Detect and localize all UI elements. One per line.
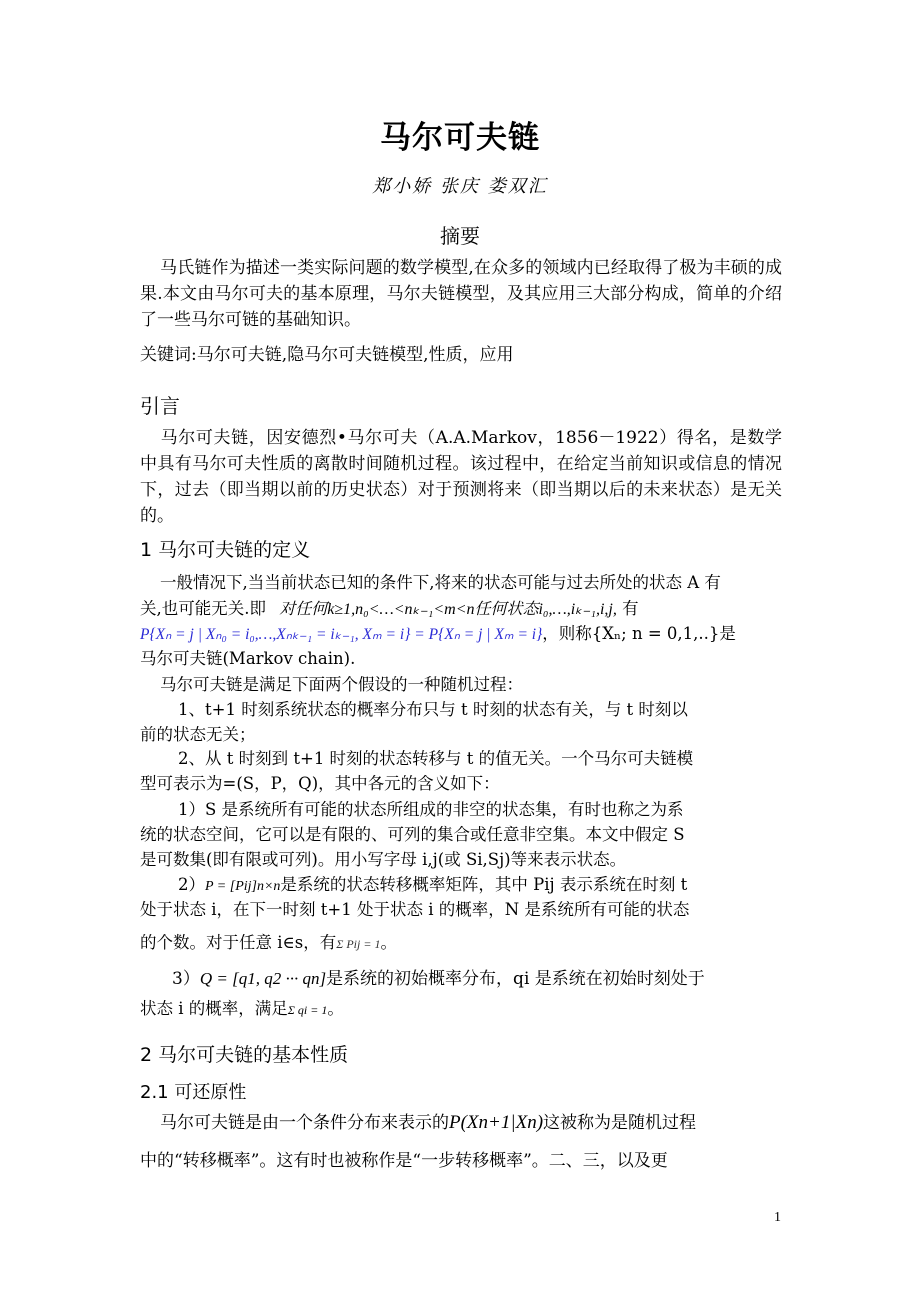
s1-line1: 一般情况下,当当前状态已知的条件下,将来的状态可能与过去所处的状态 A 有 (160, 573, 721, 592)
s1-line3 (140, 621, 736, 648)
transition-matrix-formula: P = [Pij]n×n (205, 879, 281, 894)
s1-line4: 马尔可夫链(Markov chain). (140, 649, 356, 668)
s2-line1-post: 这被称为是随机过程 (543, 1113, 697, 1133)
s1-line3-tail: ，则称{Xₙ; n = 0,1,..}是 (542, 624, 736, 643)
page-number: 1 (774, 1210, 781, 1225)
s1-line15-pre: 的个数。对于任意 i∈s，有 (140, 933, 337, 952)
abstract-heading: 摘要 (440, 224, 480, 248)
section2-heading: 2 马尔可夫链的基本性质 (140, 1044, 349, 1066)
intro-text: 马尔可夫链，因安德烈•马尔可夫（A.A.Markov，1856－1922）得名，是数学中具有马尔可夫性质的离散时间随机过程。该过程中，在给定当前知识或信息的情况下，过去（即当期以前的历史状态）对于预测将来（即当期以后的未来状态）是无关的。 (140, 428, 782, 526)
s1-line5: 马尔可夫链是满足下面两个假设的一种随机过程： (160, 675, 523, 694)
s1-line17-post: 。 (327, 999, 344, 1018)
markov-property-formula: P{Xₙ = j | Xₙ₀ = i₀,…,Xₙₖ₋₁ = iₖ₋₁, Xₘ = i} = P{Xₙ = j | Xₘ = i} (140, 626, 543, 643)
section2-1-heading: 2.1 可还原性 (140, 1082, 247, 1103)
keywords-label: 关键词 (140, 345, 191, 365)
init-sum-formula: Σ qi = 1 (287, 1003, 328, 1017)
s1-line8: 2、从 t 时刻到 t+1 时刻的状态转移与 t 的值无关。一个马尔可夫链模 (178, 749, 694, 768)
s1-line12: 是可数集(即有限或可列)。用小写字母 i,j(或 Si,Sj)等来表示状态。 (140, 850, 627, 869)
intro-paragraph (140, 425, 782, 529)
s1-line13-pre: 2） (178, 875, 205, 894)
abstract-text: 马氏链作为描述一类实际问题的数学模型,在众多的领域内已经取得了极为丰硕的成果.本文由马尔可夫的基本原理，马尔夫链模型，及其应用三大部分构成，简单的介绍了一些马尔可链的基础知识。 (140, 258, 782, 330)
s1-line17 (140, 996, 344, 1023)
row-sum-formula: Σ Pij = 1 (336, 937, 381, 951)
s1-line16-post: 是系统的初始概率分布，qi 是系统在初始时刻处于 (326, 969, 705, 989)
s1-line16 (172, 966, 705, 992)
s1-line2-have: 有 (622, 599, 639, 618)
section1-heading: 1 马尔可夫链的定义 (140, 539, 311, 561)
page-title: 马尔可夫链 (380, 120, 540, 156)
s2-line2: 中的“转移概率”。这有时也被称作是“一步转移概率”。二、三，以及更 (140, 1151, 668, 1171)
s1-line10: 1）S 是系统所有可能的状态所组成的非空的状态集，有时也称之为系 (178, 800, 684, 819)
s1-line13 (178, 872, 687, 900)
keywords-text: :马尔可夫链,隐马尔可夫链模型,性质，应用 (191, 345, 514, 365)
transition-prob-formula: P(Xn+1|Xn) (449, 1112, 544, 1133)
s1-line14: 处于状态 i，在下一时刻 t+1 处于状态 i 的概率，N 是系统所有可能的状态 (140, 900, 690, 919)
s1-line6: 1、t+1 时刻系统状态的概率分布只与 t 时刻的状态有关，与 t 时刻以 (178, 700, 688, 719)
abstract-paragraph (140, 255, 782, 333)
s1-line17-pre: 状态 i 的概率，满足 (140, 999, 288, 1018)
s1-line16-pre: 3） (172, 969, 200, 989)
initial-distribution-formula: Q = [q1, q2 ··· qn] (199, 969, 327, 988)
s2-line1-pre: 马尔可夫链是由一个条件分布来表示的 (160, 1113, 449, 1133)
s1-line7: 前的状态无关； (140, 725, 256, 744)
keywords-line (140, 342, 782, 368)
s1-line2-text: 关,也可能无关.即 (140, 599, 266, 618)
s1-line15-post: 。 (380, 933, 397, 952)
intro-heading: 引言 (140, 394, 180, 418)
s1-line15 (140, 930, 397, 957)
s1-line9: 型可表示为=(S，P，Q)，其中各元的含义如下： (140, 774, 500, 793)
s1-line2 (140, 596, 639, 623)
s2-line1 (160, 1110, 696, 1136)
authors: 郑小娇 张庆 娄双汇 (372, 176, 548, 197)
s1-line11: 统的状态空间，它可以是有限的、可列的集合或任意非空集。本文中假定 S (140, 825, 685, 844)
s1-condition-formula: 对任何k≥1,n₀<…<nₖ₋₁<m<n任何状态i₀,…,iₖ₋₁,i,j, (279, 601, 617, 618)
s1-line13-post: 是系统的状态转移概率矩阵，其中 Pij 表示系统在时刻 t (280, 875, 688, 894)
